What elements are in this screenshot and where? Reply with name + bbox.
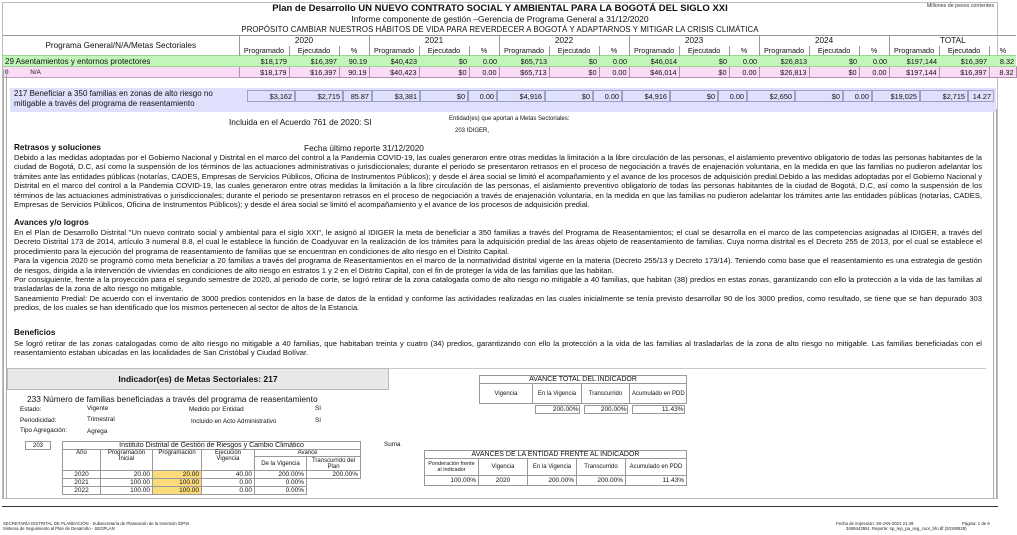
value-cell: $19,025 <box>872 90 920 102</box>
na-code: 0 <box>5 68 9 76</box>
incluido-value: SI <box>315 417 321 424</box>
entity-row <box>63 479 361 487</box>
value-cell: 0.00 <box>469 67 499 78</box>
value-cell <box>480 404 533 416</box>
column-subheader: Programado <box>499 46 549 56</box>
header-cell: Avance <box>255 450 361 457</box>
year-header-row <box>3 36 1016 46</box>
value-cell: $197,144 <box>889 56 939 67</box>
entity-name: Instituto Distrital de Gestión de Riesgos y Cambio Climático <box>63 442 361 450</box>
year-header: 2023 <box>629 36 759 46</box>
value-cell: 0.00 <box>859 67 889 78</box>
value-cell <box>307 479 361 487</box>
column-subheader: Programado <box>369 46 419 56</box>
left-border-rail <box>3 69 7 499</box>
value-cell: 2020 <box>479 476 528 486</box>
value-cell: $3,381 <box>372 90 420 102</box>
value-cell: 2022 <box>63 487 101 495</box>
footer-sistema: Sistema de Seguimiento al Plan de Desarrollo - SEGPLAN <box>3 526 115 531</box>
value-cell: $26,813 <box>759 56 809 67</box>
value-cell: 0.00% <box>255 487 307 495</box>
right-border-rail <box>993 109 997 499</box>
units-label: Millones de pesos corrientes <box>926 3 994 9</box>
header-cell: Ponderación frente al indicador <box>425 459 479 476</box>
column-subheader: % <box>469 46 499 56</box>
value-cell: $26,813 <box>759 67 809 78</box>
value-cell: $0 <box>670 90 718 102</box>
footer-pagina: Página: 1 de 6 <box>962 521 990 526</box>
value-cell: $40,423 <box>369 56 419 67</box>
programa-column-header: Programa General/N/A/Metas Sectoriales <box>3 36 239 56</box>
budget-table <box>3 35 1017 78</box>
value-cell: 200.00% <box>528 476 577 486</box>
footer-divider <box>2 506 998 507</box>
estado-value: Vigente <box>87 405 109 412</box>
avances-title: Avances y/o logros <box>14 218 89 227</box>
medido-value: SI <box>315 405 321 412</box>
report-subtitle: Informe componente de gestión –Gerencia de Programa General a 31/12/2020 <box>351 14 649 24</box>
avance-total-caption: AVANCE TOTAL DEL INDICADOR <box>480 376 687 384</box>
header-cell: Programación Inicial <box>101 450 153 471</box>
value-cell: $65,713 <box>499 67 549 78</box>
indicator-title: 233 Número de familias beneficiadas a través del programa de reasentamiento <box>27 394 318 404</box>
year-header: 2024 <box>759 36 889 46</box>
header-cell: Transcurrido del Plan <box>307 457 361 471</box>
avances-paragraph: Por consiguiente, frente a la proyección para el segundo semestre de 2020, al periodo de corte, se logró retirar de la zona catalogada como de alto riesgo no mitigable a 40 familias, que habitan (38) predios en estas zonas, garantizando con ello la protección a la vida de las familias al trasladarlas de la zona de alto riesgo no mitigable. <box>14 275 982 294</box>
proposito-heading: PROPÓSITO CAMBIAR NUESTROS HÁBITOS DE VIDA PARA REVERDECER A BOGOTÁ Y ADAPTARNOS Y MITIGAR LA CRISIS CLIMÁTICA <box>241 25 759 34</box>
incluido-label: Incluido en Acto Administrativo <box>191 418 277 425</box>
meta-row <box>10 88 996 112</box>
year-header: 2020 <box>239 36 369 46</box>
programa-name: 29 Asentamientos y entornos protectores <box>3 56 239 67</box>
column-subheader: Ejecutado <box>939 46 989 56</box>
value-cell: $0 <box>809 56 859 67</box>
footer-secretaria: SECRETARÍA DISTRITAL DE PLANEACIÓN - Subsecretaría de Planeación de la Inversión /DPSI <box>3 521 190 526</box>
value-cell: $0 <box>419 56 469 67</box>
value-cell: 200.00% <box>535 405 580 414</box>
column-subheader: Ejecutado <box>549 46 599 56</box>
column-subheader: % <box>599 46 629 56</box>
footer-reporte: Reporte: sp_rep_pa_seg_coor_bh.rdf (20190829) <box>872 526 967 531</box>
value-cell: $40,423 <box>369 67 419 78</box>
value-cell: 200.00% <box>584 405 628 414</box>
value-cell: $16,397 <box>289 67 339 78</box>
value-cell: $2,715 <box>295 90 343 102</box>
value-cell: 0.00 <box>599 56 629 67</box>
value-cell: 200.00% <box>577 476 626 486</box>
tipo-agregacion-value: Agrega <box>87 428 108 435</box>
na-row <box>3 67 1016 78</box>
value-cell: 40.00 <box>202 471 255 479</box>
value-cell: $0 <box>419 67 469 78</box>
year-header: TOTAL <box>889 36 1016 46</box>
column-subheader: % <box>859 46 889 56</box>
entity-row <box>63 471 361 479</box>
value-cell: 0.00 <box>843 90 872 102</box>
value-cell: 0.00 <box>599 67 629 78</box>
indicator-section-title: Indicador(es) de Metas Sectoriales: 217 <box>7 368 389 390</box>
value-cell: 100.00 <box>153 479 202 487</box>
value-cell: 0.00 <box>593 90 622 102</box>
avances-entidad-caption: AVANCES DE LA ENTIDAD FRENTE AL INDICADOR <box>425 451 687 459</box>
column-subheader: Programado <box>889 46 939 56</box>
entidades-label: Entidad(es) que aportan a Metas Sectoriales: <box>449 116 570 122</box>
avances-text <box>14 228 982 313</box>
value-cell: $0 <box>545 90 593 102</box>
value-cell: 100.00 <box>101 479 153 487</box>
year-header: 2022 <box>499 36 629 46</box>
value-cell: 90.19 <box>339 56 369 67</box>
entidades-value: 203 IDIGER, <box>455 128 490 134</box>
entity-code: 203 <box>25 441 51 450</box>
value-cell: 0.00 <box>729 67 759 78</box>
column-subheader: Programado <box>239 46 289 56</box>
suma-label: Suma <box>384 441 401 448</box>
tipo-agregacion-label: Tipo Agregación: <box>20 427 68 434</box>
value-cell: $46,014 <box>629 56 679 67</box>
periodicidad-value: Trimestral <box>87 416 115 423</box>
value-cell: 2020 <box>63 471 101 479</box>
value-cell: 85.87 <box>343 90 372 102</box>
value-cell: $0 <box>420 90 468 102</box>
value-cell: $65,713 <box>499 56 549 67</box>
header-cell: Vigencia <box>480 384 533 404</box>
value-cell: 100.00% <box>425 476 479 486</box>
column-subheader: % <box>989 46 1016 56</box>
value-cell: 0.00 <box>859 56 889 67</box>
value-cell: 0.00% <box>255 479 307 487</box>
value-cell: $46,014 <box>629 67 679 78</box>
value-cell: $0 <box>679 56 729 67</box>
value-cell: $18,179 <box>239 56 289 67</box>
report-title: Plan de Desarrollo UN NUEVO CONTRATO SOCIAL Y AMBIENTAL PARA LA BOGOTÁ DEL SIGLO XXI <box>272 3 728 14</box>
avances-paragraph: Para la vigencia 2020 se programó como meta beneficiar a 20 familias a través del programa de Reasentamientos en el marco de la normatividad distrital vigente en la materia (Decreto 255/13 y Decreto 173/14). Teniendo como base que el reasentamiento es una estrategia de gestión de riesgos, dirigida a la intervención de viviendas en condiciones de alto riesgo en estratos 1 y 2 en el Distrito Capital, con el fin de proteger la vida de las familias que las habitan. <box>14 256 982 275</box>
value-cell: $197,144 <box>889 67 939 78</box>
column-subheader: Ejecutado <box>419 46 469 56</box>
header-cell: Transcurrido <box>582 384 630 404</box>
value-cell: $18,179 <box>239 67 289 78</box>
value-cell: 11.43% <box>632 405 685 414</box>
value-cell: 0.00 <box>468 90 497 102</box>
retrasos-text: Debido a las medidas adoptadas por el Gobierno Nacional y Distrital en el marco del control a la Pandemia COVID-19, las cuales generaron entre otras medidas la limitación a la libre circulación de las personas, el aislamiento preventivo obligatorio de todas las personas habitantes de la ciudad de Bogotá, D.C, así como la suspensión de los términos de las actuaciones administrativas o jurisdiccionales; durante el periodo se presentaron retrasos en el proceso de negociación a través de enajenación voluntaria, en la medida en que las familias no pudieron adelantar los trámites ante las entidades públicas (notarías, CADES, Empresas de Servicios Públicos, Oficina de Instrumentos Públicos); y desde el área social se limitó el acompañamiento y el avance de los procesos de adquisición predial.Debido a las medidas adoptadas por el Gobierno Nacional y Distrital en el marco del control a la Pandemia COVID-19, las cuales generaron entre otras medidas la limitación a la libre circulación de las personas, el aislamiento preventivo obligatorio de todas las personas habitantes de la ciudad de Bogotá, D.C, así como la suspensión de los términos de las actuaciones administrativas o jurisdiccionales; durante el periodo se presentaron retrasos en el proceso de negociación a través de enajenación voluntaria, en la medida en que las familias no pudieron adelantar los trámites ante las entidades públicas (notarías, CADES, Empresas de Servicios Públicos, Oficina de Instrumentos Públicos); y desde el área social se limitó el acompañamiento y el avance de los procesos de adquisición predial. <box>14 153 982 210</box>
year-header: 2021 <box>369 36 499 46</box>
column-subheader: % <box>729 46 759 56</box>
column-subheader: Programado <box>629 46 679 56</box>
value-cell: 20.00 <box>101 471 153 479</box>
header-cell: De la Vigencia <box>255 457 307 471</box>
value-cell: 90.19 <box>339 67 369 78</box>
entity-row <box>63 487 361 495</box>
value-cell: $0 <box>549 56 599 67</box>
na-label: N/A <box>30 68 41 76</box>
header-cell: Año <box>63 450 101 471</box>
value-cell: $3,162 <box>247 90 295 102</box>
value-cell: 11.43% <box>626 476 687 486</box>
avances-entidad-table <box>424 450 687 486</box>
value-cell: $2,650 <box>747 90 795 102</box>
column-subheader: Ejecutado <box>679 46 729 56</box>
value-cell: 100.00 <box>153 487 202 495</box>
value-cell: 0.00 <box>469 56 499 67</box>
value-cell: 2021 <box>63 479 101 487</box>
value-cell: 0.00 <box>202 479 255 487</box>
column-subheader: Ejecutado <box>289 46 339 56</box>
value-cell: $0 <box>679 67 729 78</box>
column-subheader: Programado <box>759 46 809 56</box>
header-cell: En la Vigencia <box>533 384 582 404</box>
value-cell: 200.00% <box>307 471 361 479</box>
value-cell: 8.32 <box>989 56 1016 67</box>
value-cell <box>307 487 361 495</box>
footer-fecha-impresion: Fecha de impresión: 28-JAN-2021 21:49 <box>836 521 914 526</box>
value-cell: $4,916 <box>497 90 545 102</box>
meta-name: 217 Beneficiar a 350 familias en zonas de alto riesgo no mitigable a través del programa de reasentamiento <box>14 89 213 108</box>
programa-row <box>3 56 1016 67</box>
header-cell: En la Vigencia <box>528 459 577 476</box>
avances-paragraph: En el Plan de Desarrollo Distrital "Un nuevo contrato social y ambiental para el siglo XXI", le asignó al IDIGER la meta de beneficiar a 350 familias a través del Programa de Reasentamientos; el cual se desarrolla en el marco de las competencias asignadas al IDIGER, a través del Decreto Distrital 173 de 2014, artículo 3 numeral 8.8, el cual le establece la función de Coadyuvar en la realización de los trámites para la adquisición predial de las áreas objeto de reasentamiento de familias. Cuya norma distrital es el Decreto 255 de 2013, por el cual se establece el procedimiento para la ejecución del programa de reasentamiento de familias que se encuentran en condiciones de alto riesgo en el Distrito Capital. <box>14 228 982 256</box>
value-cell: 0.00 <box>718 90 747 102</box>
header-cell: Programación <box>153 450 202 471</box>
column-subheader: Ejecutado <box>809 46 859 56</box>
retrasos-title: Retrasos y soluciones <box>14 143 101 152</box>
avances-paragraph: Saneamiento Predial: De acuerdo con el inventario de 3000 predios contenidos en la base de datos de la entidad y conforme las actividades realizadas en las cuales inicialmente se tenía previsto desarrollar 90 de los 3000 predios, como resultado, se tiene que se han depurado 303 predios, de los cuales se han identificado que los mismos pertenecen al sector de altos de la Estancia. <box>14 293 982 313</box>
header-cell: Acumulado en PDD <box>630 384 687 404</box>
beneficios-title: Beneficios <box>14 328 56 337</box>
header-cell: Vigencia <box>479 459 528 476</box>
beneficios-text: Se logró retirar de las zonas catalogadas como de alto riesgo no mitigable a 40 familias, que habitaban treinta y cuatro (34) predios, garantizando con ello la protección a la vida de las familias al trasladarlas de la zona de alto riesgo no mitigable. Las familias beneficiadas con el reasentamiento estaban ubicadas en las localidades de San Cristóbal y Ciudad Bolívar. <box>14 339 982 358</box>
value-cell: 20.00 <box>153 471 202 479</box>
value-cell: 200.00% <box>255 471 307 479</box>
value-cell: 8.32 <box>989 67 1016 78</box>
footer-id: 3489443551 <box>846 526 870 531</box>
column-subheader: % <box>339 46 369 56</box>
meta-values <box>247 90 994 102</box>
header-cell: Acumulado en PDD <box>626 459 687 476</box>
value-cell: $16,397 <box>289 56 339 67</box>
value-cell: 0.00 <box>729 56 759 67</box>
entity-table <box>62 441 361 495</box>
value-cell: $4,916 <box>622 90 670 102</box>
estado-label: Estado: <box>20 406 42 413</box>
value-cell: $0 <box>549 67 599 78</box>
value-cell: 0.00 <box>202 487 255 495</box>
avance-total-table <box>479 375 687 416</box>
header-cell: Ejecución Vigencia <box>202 450 255 471</box>
periodicidad-label: Periodicidad: <box>20 417 57 424</box>
fecha-ultimo-reporte: Fecha último reporte 31/12/2020 <box>304 143 424 153</box>
value-cell: $16,397 <box>939 67 989 78</box>
value-cell: $0 <box>809 67 859 78</box>
header-cell: Transcurrido <box>577 459 626 476</box>
medido-label: Medido por Entidad <box>189 406 244 413</box>
value-cell: $2,715 <box>920 90 968 102</box>
value-cell: $16,397 <box>939 56 989 67</box>
value-cell: $0 <box>795 90 843 102</box>
value-cell: 14.27 <box>968 90 994 102</box>
value-cell: 100.00 <box>101 487 153 495</box>
acuerdo-label: Incluida en el Acuerdo 761 de 2020: SI <box>229 117 372 127</box>
na-name <box>3 67 239 78</box>
